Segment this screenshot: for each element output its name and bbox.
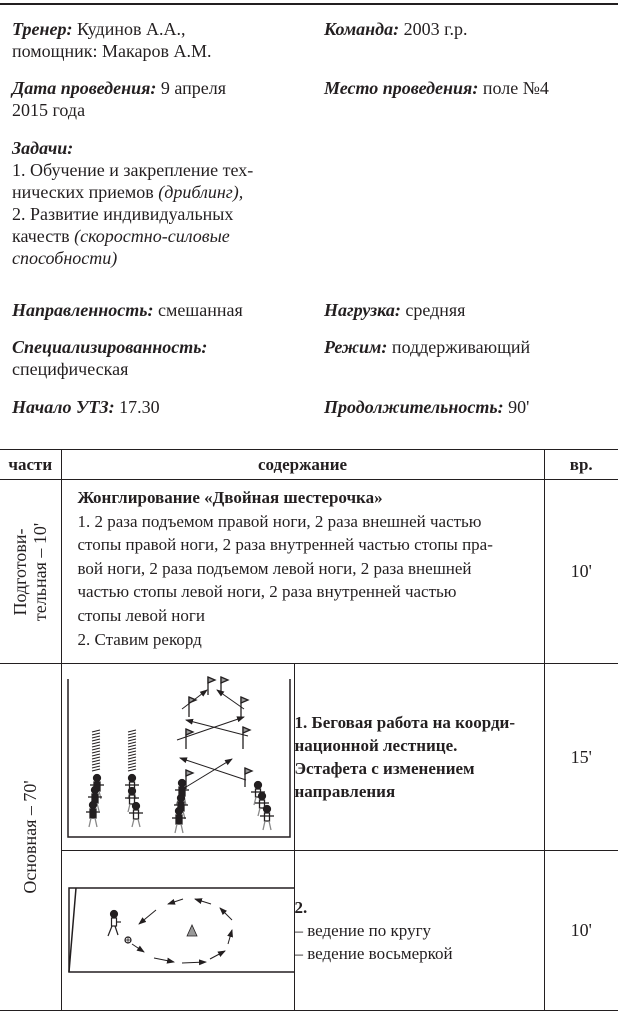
coordination-ladder-icon [92, 730, 100, 771]
direction-value: смешанная [157, 300, 243, 320]
desc-line: направления [294, 782, 396, 801]
arrow-icon [210, 951, 225, 959]
arrow-icon [139, 910, 156, 924]
part-preparatory [0, 480, 61, 664]
training-plan-table [0, 449, 618, 1011]
players-group [86, 774, 274, 833]
diagram-cell-dribbling [61, 851, 294, 1011]
coach-label: Тренер: [12, 19, 73, 39]
arrow-icon [182, 690, 207, 709]
load-value: средняя [405, 300, 466, 320]
diagram-cell-relay [61, 664, 294, 851]
task-2-cont: качеств [12, 226, 75, 246]
load-field [324, 299, 614, 321]
time-preparatory: 10' [544, 480, 618, 664]
place-field [324, 77, 614, 99]
task-1-comma: , [238, 182, 244, 202]
arrow-icon [168, 899, 183, 904]
duration-field [324, 396, 614, 418]
arrow-icon [220, 908, 232, 920]
top-rule [0, 3, 618, 5]
dribbling-circle-diagram [62, 852, 294, 1010]
start-value: 17.30 [119, 397, 160, 417]
date-value-year: 2015 года [12, 100, 86, 120]
exercise-line: стопы правой ноги, 2 раза внутренней частью стопы пра- [77, 535, 493, 555]
arrow-icon [182, 962, 206, 963]
part-label-line1: Подготови- [10, 527, 31, 616]
table-row-preparatory [0, 480, 618, 664]
exercise-line: 2. Ставим рекорд [77, 629, 202, 649]
mode-field [324, 336, 614, 358]
arrow-icon [132, 944, 144, 952]
duration-label: Продолжительность: [324, 397, 504, 417]
assistant-value: помощник: Макаров А.М. [12, 41, 212, 61]
flag-icon [241, 697, 248, 717]
content-dribbling [294, 851, 544, 1011]
task-2-note-cont: способности) [12, 248, 118, 268]
desc-title: 2. [294, 898, 308, 917]
flag-icon [186, 729, 193, 749]
arrow-icon [180, 758, 246, 780]
coach-field [12, 18, 312, 62]
time-dribbling: 10' [544, 851, 618, 1011]
specialization-label: Специализированность: [12, 337, 208, 357]
date-field [12, 77, 312, 121]
ball-icon [125, 937, 131, 943]
task-1: 1. Обучение и закрепление тех- [12, 160, 254, 180]
desc-line: – ведение по кругу [294, 921, 432, 940]
arrow-icon [195, 899, 211, 904]
team-value: 2003 г.р. [403, 19, 468, 39]
load-label: Нагрузка: [324, 300, 401, 320]
team-field [324, 18, 614, 40]
cone-icon [187, 925, 197, 936]
team-label: Команда: [324, 19, 400, 39]
date-label: Дата проведения: [12, 78, 157, 98]
specialization-field [12, 336, 312, 380]
arrow-icon [228, 930, 232, 944]
task-1-cont: нических приемов [12, 182, 159, 202]
relay-course-diagram [62, 665, 294, 850]
coach-value: Кудинов А.А., [77, 19, 186, 39]
exercise-line: стопы левой ноги [77, 605, 205, 625]
mode-value: поддерживающий [391, 337, 531, 357]
time-relay: 15' [544, 664, 618, 851]
task-2: 2. Развитие индивидуальных [12, 204, 234, 224]
desc-line: Эстафета с изменением [294, 759, 475, 778]
task-2-note: (скоростно-силовые [74, 226, 230, 246]
task-1-note: (дриблинг) [158, 182, 239, 202]
flag-icon [208, 677, 215, 695]
content-relay [294, 664, 544, 851]
flag-icon [245, 768, 252, 787]
tasks-field [12, 137, 322, 269]
start-field [12, 396, 312, 418]
mode-label: Режим: [324, 337, 388, 357]
part-main [0, 664, 61, 1011]
content-preparatory [61, 480, 544, 664]
direction-field [12, 299, 312, 321]
desc-line: национной лестнице. [294, 736, 458, 755]
desc-line: 1. Беговая работа на коорди- [294, 713, 516, 732]
direction-label: Направленность: [12, 300, 154, 320]
place-label: Место проведения: [324, 78, 479, 98]
exercise-line: 1. 2 раза подъемом правой ноги, 2 раза внешней частью [77, 511, 482, 531]
field-border [69, 888, 294, 972]
exercise-line: частью стопы левой ноги, 2 раза внутренней частью [77, 582, 457, 602]
header-time: вр. [544, 450, 618, 480]
field-line [69, 888, 76, 972]
player-icon [260, 805, 274, 830]
dribble-path-arrows [132, 899, 232, 963]
date-value: 9 апреля [160, 78, 227, 98]
part-label-preparatory [10, 522, 50, 620]
coordination-ladder-icon [128, 730, 136, 771]
exercise-title: Жонглирование «Двойная шестерочка» [77, 488, 383, 507]
part-label-main: Основная – 70' [20, 780, 41, 894]
player-icon [129, 802, 143, 827]
header-parts: части [0, 450, 61, 480]
tasks-label: Задачи: [12, 138, 74, 158]
flag-icon [189, 697, 196, 717]
place-value: поле №4 [482, 78, 549, 98]
start-label: Начало УТЗ: [12, 397, 115, 417]
table-row-main-2 [0, 851, 618, 1011]
desc-line: – ведение восьмеркой [294, 944, 453, 963]
flag-icon [221, 677, 228, 695]
exercise-line: вой ноги, 2 раза подъемом левой ноги, 2 раза внешней [77, 558, 472, 578]
header-content: содержание [61, 450, 544, 480]
arrow-icon [217, 690, 244, 709]
table-header-row [0, 450, 618, 480]
specialization-value: специфическая [12, 359, 129, 379]
part-label-line2: тельная – 10' [30, 522, 51, 621]
arrow-icon [154, 958, 174, 962]
duration-value: 90' [508, 397, 530, 417]
flag-icon [243, 727, 250, 749]
player-icon [108, 910, 121, 936]
table-row-main-1 [0, 664, 618, 851]
